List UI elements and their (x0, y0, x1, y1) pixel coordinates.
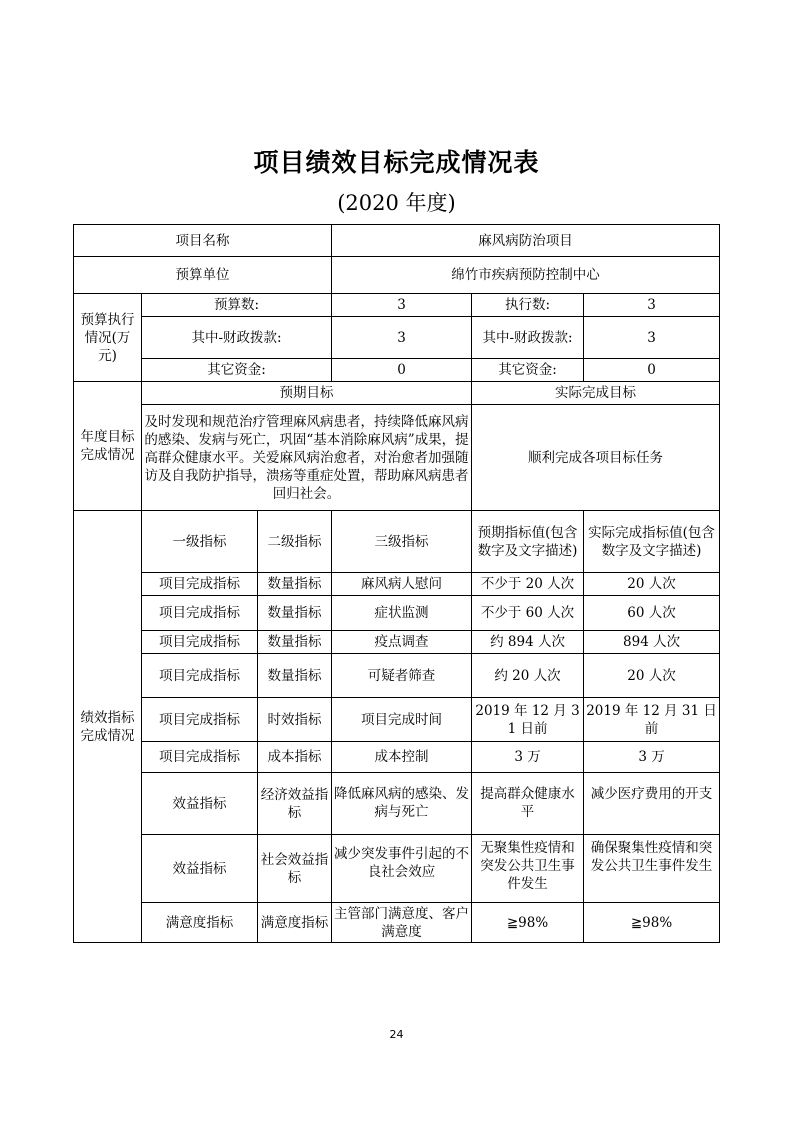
project-name-label: 项目名称 (74, 225, 332, 257)
budget-row (74, 294, 720, 317)
page-subtitle: (2020 年度) (337, 191, 456, 215)
perf-label: 绩效指标完成情况 (74, 511, 142, 943)
row-expected: 不少于 60 人次 (472, 596, 584, 631)
budget-unit-value: 绵竹市疾病预防控制中心 (332, 257, 720, 294)
table-row (74, 742, 720, 773)
row-expected: 不少于 20 人次 (472, 573, 584, 596)
row-l2: 时效指标 (258, 698, 332, 742)
row-l1: 效益指标 (142, 773, 258, 835)
row-actual: 减少医疗费用的开支 (584, 773, 720, 835)
other-actual-value: 0 (584, 359, 720, 382)
row-expected: ≧98% (472, 903, 584, 943)
row-l2: 社会效益指标 (258, 835, 332, 903)
row-l1: 项目完成指标 (142, 573, 258, 596)
row-l3: 项目完成时间 (332, 698, 472, 742)
row-l2: 数量指标 (258, 596, 332, 631)
other-label: 其它资金: (142, 359, 332, 382)
row-l1: 满意度指标 (142, 903, 258, 943)
actual-goal-header: 实际完成目标 (472, 382, 720, 405)
project-name-row (74, 225, 720, 257)
other-value: 0 (332, 359, 472, 382)
table-row (74, 596, 720, 631)
fiscal-actual-label: 其中-财政拨款: (472, 317, 584, 359)
row-l1: 项目完成指标 (142, 596, 258, 631)
row-l3: 麻风病人慰问 (332, 573, 472, 596)
row-l1: 项目完成指标 (142, 742, 258, 773)
other-actual-label: 其它资金: (472, 359, 584, 382)
perf-header-row (74, 511, 720, 573)
fiscal-value: 3 (332, 317, 472, 359)
row-l3: 成本控制 (332, 742, 472, 773)
expected-goal-text: 及时发现和规范治疗管理麻风病患者，持续降低麻风病的感染、发病与死亡，巩固“基本消除麻风病”成果，提高群众健康水平。关爱麻风病治愈者，对治愈者加强随访及自我防护指导，溃疡等重症处置，帮助麻风病患者回归社会。 (142, 405, 472, 511)
fiscal-row (74, 317, 720, 359)
table-row (74, 631, 720, 654)
table-row (74, 573, 720, 596)
row-l3: 可疑者筛查 (332, 654, 472, 698)
annual-label: 年度目标完成情况 (74, 382, 142, 511)
row-actual: 2019 年 12 月 31 日前 (584, 698, 720, 742)
row-l2: 数量指标 (258, 573, 332, 596)
row-actual: 894 人次 (584, 631, 720, 654)
row-l3: 症状监测 (332, 596, 472, 631)
budget-label: 预算数: (142, 294, 332, 317)
expected-header: 预期指标值(包含数字及文字描述) (472, 511, 584, 573)
table-row (74, 698, 720, 742)
actual-header: 实际完成指标值(包含数字及文字描述) (584, 511, 720, 573)
row-l1: 项目完成指标 (142, 654, 258, 698)
row-actual: 20 人次 (584, 654, 720, 698)
row-l2: 数量指标 (258, 654, 332, 698)
budget-value: 3 (332, 294, 472, 317)
row-l3: 降低麻风病的感染、发病与死亡 (332, 773, 472, 835)
row-actual: 确保聚集性疫情和突发公共卫生事件发生 (584, 835, 720, 903)
row-expected: 3 万 (472, 742, 584, 773)
row-l3: 主管部门满意度、客户满意度 (332, 903, 472, 943)
row-l1: 项目完成指标 (142, 698, 258, 742)
row-expected: 约 20 人次 (472, 654, 584, 698)
row-l1: 项目完成指标 (142, 631, 258, 654)
row-expected: 约 894 人次 (472, 631, 584, 654)
fiscal-label: 其中-财政拨款: (142, 317, 332, 359)
actual-goal-text: 顺利完成各项目标任务 (472, 405, 720, 511)
level1-header: 一级指标 (142, 511, 258, 573)
row-actual: 20 人次 (584, 573, 720, 596)
row-actual: 3 万 (584, 742, 720, 773)
row-expected: 2019 年 12 月 31 日前 (472, 698, 584, 742)
row-expected: 提高群众健康水平 (472, 773, 584, 835)
expected-goal-header: 预期目标 (142, 382, 472, 405)
row-l2: 满意度指标 (258, 903, 332, 943)
budget-unit-row (74, 257, 720, 294)
actual-label: 执行数: (472, 294, 584, 317)
table-row (74, 903, 720, 943)
table-row (74, 835, 720, 903)
level2-header: 二级指标 (258, 511, 332, 573)
budget-unit-label: 预算单位 (74, 257, 332, 294)
project-name-value: 麻风病防治项目 (332, 225, 720, 257)
other-row (74, 359, 720, 382)
row-l2: 成本指标 (258, 742, 332, 773)
table-row (74, 654, 720, 698)
annual-content-row (74, 405, 720, 511)
row-l3: 疫点调查 (332, 631, 472, 654)
level3-header: 三级指标 (332, 511, 472, 573)
performance-table (73, 224, 720, 943)
actual-value: 3 (584, 294, 720, 317)
exec-label: 预算执行情况(万元) (74, 294, 142, 382)
table-row (74, 773, 720, 835)
row-actual: ≧98% (584, 903, 720, 943)
row-actual: 60 人次 (584, 596, 720, 631)
fiscal-actual-value: 3 (584, 317, 720, 359)
page-title: 项目绩效目标完成情况表 (253, 148, 540, 177)
row-l2: 数量指标 (258, 631, 332, 654)
row-l1: 效益指标 (142, 835, 258, 903)
annual-header-row (74, 382, 720, 405)
page-number: 24 (389, 1028, 404, 1041)
row-l2: 经济效益指标 (258, 773, 332, 835)
row-l3: 减少突发事件引起的不良社会效应 (332, 835, 472, 903)
row-expected: 无聚集性疫情和突发公共卫生事件发生 (472, 835, 584, 903)
